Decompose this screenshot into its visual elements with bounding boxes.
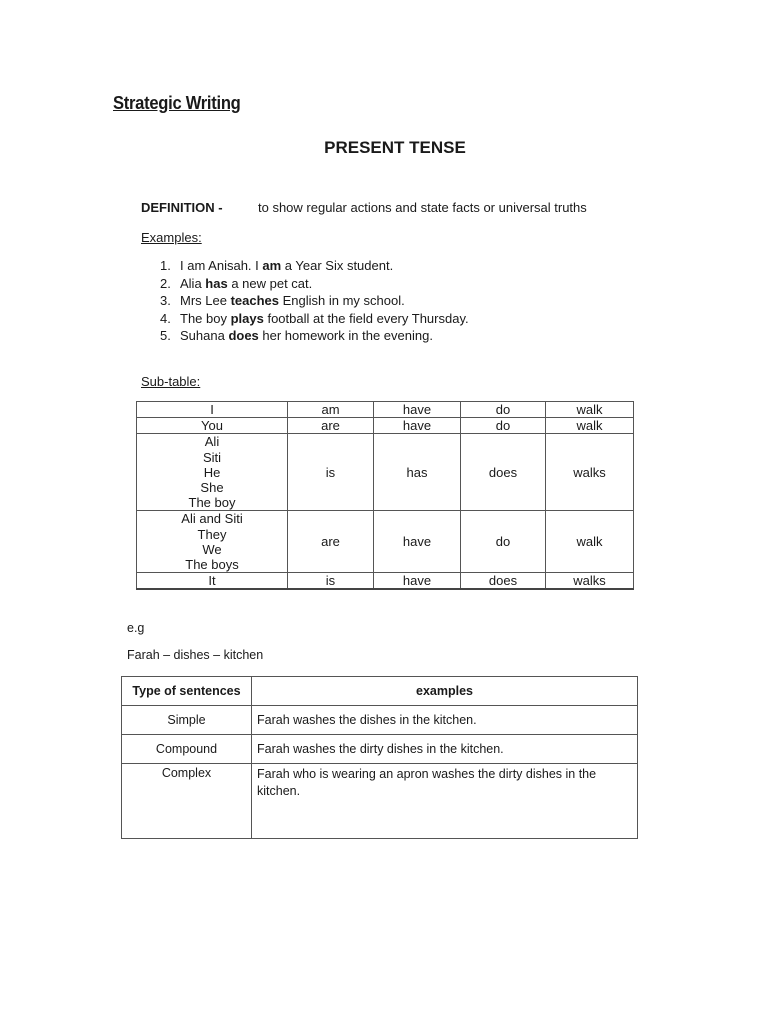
verb-cell: do xyxy=(461,511,546,573)
subject-text: He xyxy=(203,464,221,480)
subject-text: Ali xyxy=(204,434,220,450)
verb-cell: is xyxy=(288,434,374,511)
example-number: 1. xyxy=(160,258,171,273)
example-verb: has xyxy=(205,275,228,291)
verb-cell: has xyxy=(374,434,461,511)
subject-text: She xyxy=(200,480,224,496)
verb-cell: walks xyxy=(546,434,634,511)
example-verb: does xyxy=(228,328,259,343)
example-item xyxy=(160,257,469,275)
example-number: 3. xyxy=(160,293,171,308)
example-verb: am xyxy=(262,258,282,273)
table-row xyxy=(122,764,638,839)
verb-cell: are xyxy=(288,418,374,434)
example-item xyxy=(160,327,469,345)
subject-verb-table xyxy=(136,401,634,590)
verb-cell: does xyxy=(461,434,546,511)
sentence-example: Farah washes the dishes in the kitchen. xyxy=(252,706,638,735)
example-verb: plays xyxy=(230,310,264,326)
table-row xyxy=(137,511,634,573)
subject-cell xyxy=(137,434,288,511)
sentence-types-table xyxy=(121,676,638,839)
example-text: her homework in the evening. xyxy=(258,328,433,343)
examples-list xyxy=(160,257,469,345)
subject-text: I xyxy=(210,402,214,417)
example-number: 4. xyxy=(160,310,171,326)
subject-text: You xyxy=(201,418,223,434)
subject-text: Ali and Siti xyxy=(181,511,243,527)
verb-cell: walks xyxy=(546,573,634,590)
definition-label: DEFINITION - xyxy=(141,200,223,215)
example-text: football at the field every Thursday. xyxy=(263,310,469,326)
sentence-type: Compound xyxy=(122,735,252,764)
definition-text: to show regular actions and state facts or universal truths xyxy=(258,200,587,215)
examples-label: Examples: xyxy=(141,230,202,245)
sentence-example: Farah washes the dirty dishes in the kitchen. xyxy=(252,735,638,764)
subject-cell xyxy=(137,511,288,573)
table-row xyxy=(122,735,638,764)
example-item xyxy=(160,292,469,310)
sentence-type: Simple xyxy=(122,706,252,735)
verb-cell: are xyxy=(288,511,374,573)
example-item xyxy=(160,310,469,328)
example-text: I am Anisah. I xyxy=(180,258,263,273)
example-text: a new pet cat. xyxy=(227,275,313,291)
sentence-example: Farah who is wearing an apron washes the dirty dishes in the kitchen. xyxy=(252,764,638,839)
verb-cell: have xyxy=(374,511,461,573)
subject-cell xyxy=(137,418,288,434)
verb-cell: have xyxy=(374,573,461,590)
sentence-type: Complex xyxy=(122,764,252,839)
subject-text: We xyxy=(202,541,222,557)
table-row xyxy=(137,573,634,590)
table-header-row xyxy=(122,677,638,706)
subject-cell xyxy=(137,573,288,590)
example-number: 2. xyxy=(160,275,171,291)
verb-cell: does xyxy=(461,573,546,590)
subject-text: The boy xyxy=(188,495,236,511)
example-text: Mrs Lee xyxy=(180,293,231,308)
verb-cell: have xyxy=(374,402,461,418)
verb-cell: is xyxy=(288,573,374,590)
example-text: a Year Six student. xyxy=(281,258,394,273)
table-row xyxy=(137,434,634,511)
verb-cell: have xyxy=(374,418,461,434)
example-text: Suhana xyxy=(180,328,229,343)
subject-text: They xyxy=(197,526,227,542)
page-heading: PRESENT TENSE xyxy=(324,138,466,157)
header-type: Type of sentences xyxy=(122,677,252,706)
table-row xyxy=(137,402,634,418)
header-examples: examples xyxy=(252,677,638,706)
subtable-label: Sub-table: xyxy=(141,374,201,389)
verb-cell: walk xyxy=(546,402,634,418)
verb-cell: walk xyxy=(546,418,634,434)
subject-text: Siti xyxy=(202,449,222,465)
subject-text: The boys xyxy=(185,557,239,573)
subject-text: It xyxy=(208,573,216,589)
document-title: Strategic Writing xyxy=(113,93,241,113)
example-item xyxy=(160,275,469,293)
example-text: Alia xyxy=(180,275,206,291)
example-text: English in my school. xyxy=(279,293,405,308)
table-row xyxy=(122,706,638,735)
verb-cell: walk xyxy=(546,511,634,573)
verb-cell: do xyxy=(461,418,546,434)
example-text: The boy xyxy=(180,310,231,326)
table-row xyxy=(137,418,634,434)
example-number: 5. xyxy=(160,328,171,343)
prompt-words: Farah – dishes – kitchen xyxy=(127,648,264,662)
verb-cell: do xyxy=(461,402,546,418)
subject-cell xyxy=(137,402,288,418)
verb-cell: am xyxy=(288,402,374,418)
example-verb: teaches xyxy=(230,293,279,308)
eg-label: e.g xyxy=(127,621,145,635)
